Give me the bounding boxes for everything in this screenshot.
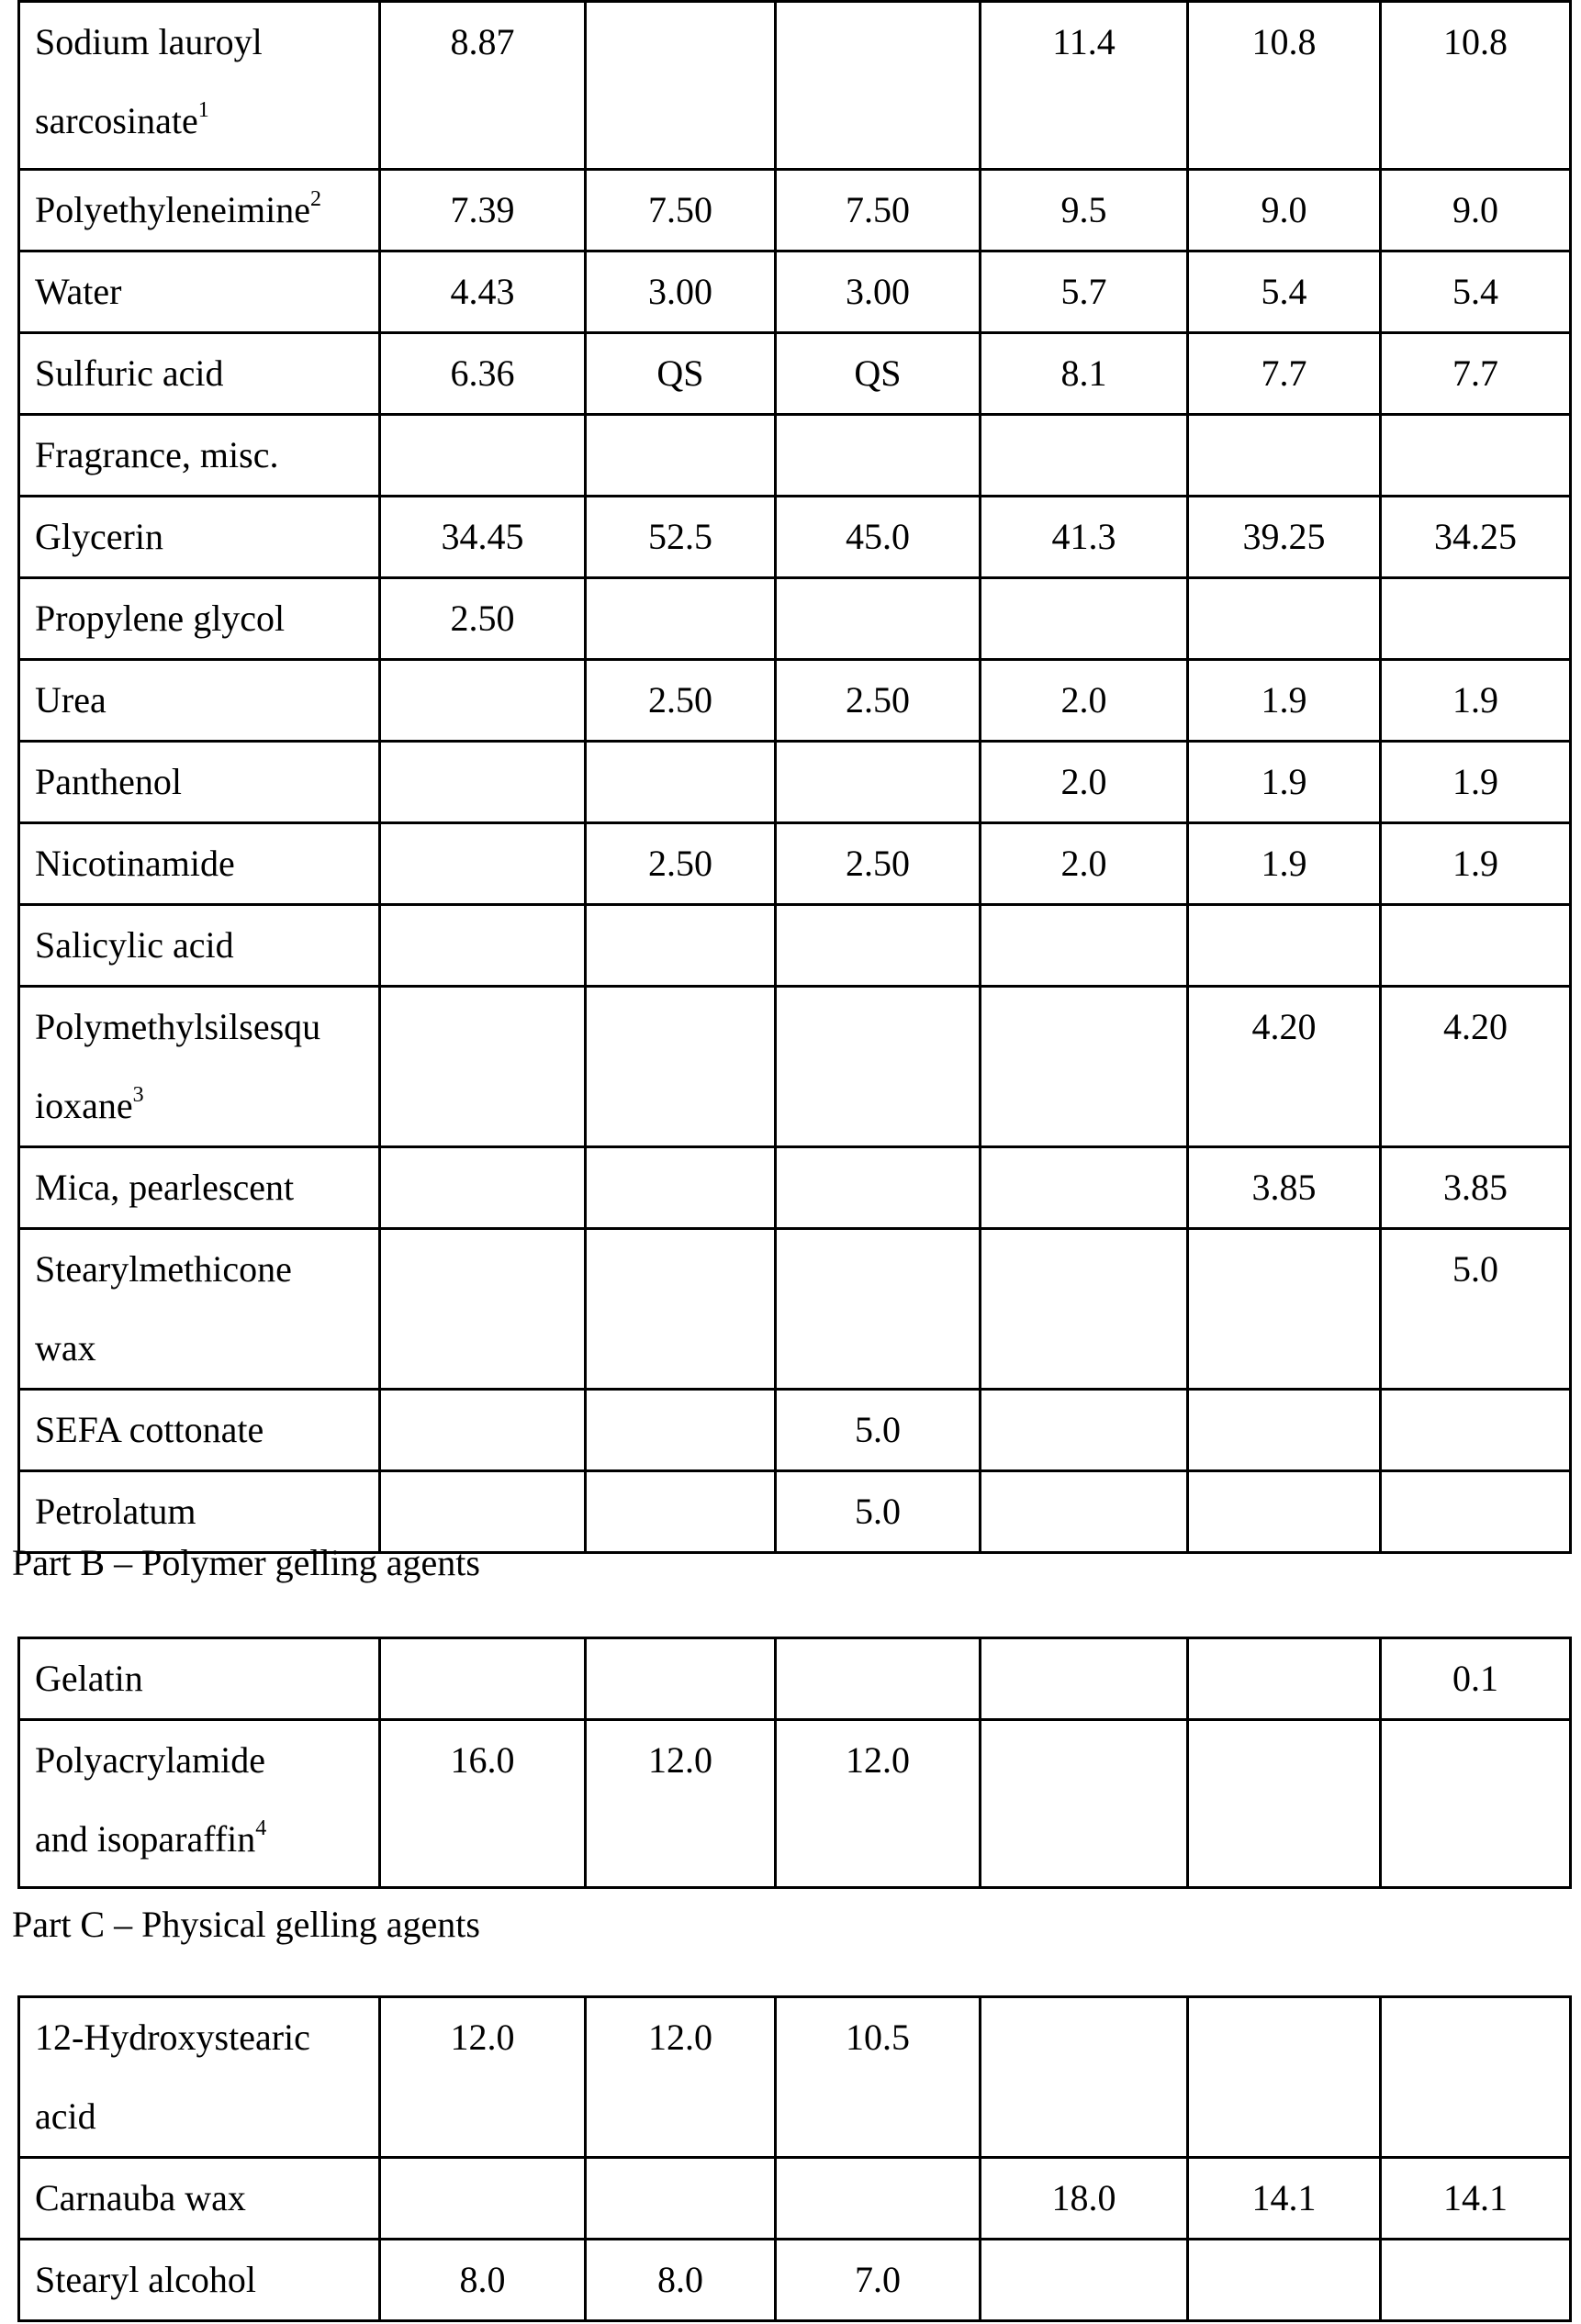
value-cell: 1.9 <box>1188 742 1381 823</box>
table-row <box>19 905 1571 987</box>
value-cell <box>1381 905 1571 987</box>
part-c-table <box>17 1995 1572 2322</box>
value-cell: 5.4 <box>1188 251 1381 333</box>
ingredient-cell <box>19 2 380 170</box>
ingredient-name: Polyacrylamide <box>35 1739 266 1781</box>
value-cell: 1.9 <box>1188 823 1381 905</box>
value-cell <box>586 987 776 1147</box>
value-cell: 2.0 <box>981 823 1188 905</box>
ingredient-cell <box>19 987 380 1147</box>
value-cell <box>380 2158 586 2240</box>
value-cell: 10.8 <box>1188 2 1381 170</box>
table-row <box>19 415 1571 497</box>
value-cell: 2.50 <box>776 823 981 905</box>
value-cell: 5.7 <box>981 251 1188 333</box>
part-b-table <box>17 1637 1572 1889</box>
value-cell: 7.0 <box>776 2240 981 2321</box>
ingredient-name: Polyethyleneimine <box>35 189 310 230</box>
table-row <box>19 660 1571 742</box>
part-a-table <box>17 0 1572 1554</box>
value-cell <box>1381 415 1571 497</box>
ingredient-cell: Carnauba wax <box>19 2158 380 2240</box>
footnote-marker: 3 <box>132 1083 144 1107</box>
value-cell <box>586 1638 776 1720</box>
ingredient-cell: Fragrance, misc. <box>19 415 380 497</box>
value-cell <box>1188 578 1381 660</box>
value-cell: 7.7 <box>1188 333 1381 415</box>
ingredient-cell <box>19 1720 380 1888</box>
value-cell <box>981 1720 1188 1888</box>
value-cell: 9.5 <box>981 170 1188 251</box>
ingredient-name-cont: and isoparaffin <box>35 1818 256 1860</box>
value-cell <box>380 415 586 497</box>
ingredient-cell: Propylene glycol <box>19 578 380 660</box>
value-cell <box>981 1390 1188 1471</box>
table-row <box>19 333 1571 415</box>
value-cell <box>776 1147 981 1229</box>
table-row <box>19 2240 1571 2321</box>
value-cell <box>380 742 586 823</box>
value-cell <box>1188 1229 1381 1390</box>
value-cell: 34.45 <box>380 497 586 578</box>
ingredient-cell: SEFA cottonate <box>19 1390 380 1471</box>
value-cell <box>1188 1471 1381 1553</box>
value-cell <box>981 1471 1188 1553</box>
value-cell <box>380 987 586 1147</box>
value-cell: 1.9 <box>1381 742 1571 823</box>
value-cell: 5.0 <box>776 1471 981 1553</box>
table-row <box>19 987 1571 1147</box>
table-row <box>19 1390 1571 1471</box>
value-cell: 10.5 <box>776 1997 981 2158</box>
value-cell: QS <box>776 333 981 415</box>
ingredient-cell: Gelatin <box>19 1638 380 1720</box>
value-cell: 16.0 <box>380 1720 586 1888</box>
value-cell: 3.00 <box>586 251 776 333</box>
ingredient-name-cont: acid <box>35 2095 96 2137</box>
value-cell: 12.0 <box>586 1720 776 1888</box>
ingredient-name-cont: wax <box>35 1327 96 1369</box>
value-cell <box>981 905 1188 987</box>
value-cell: 7.50 <box>776 170 981 251</box>
ingredient-cell: Sulfuric acid <box>19 333 380 415</box>
value-cell: 52.5 <box>586 497 776 578</box>
value-cell: 0.1 <box>1381 1638 1571 1720</box>
ingredient-cell <box>19 1229 380 1390</box>
value-cell <box>981 987 1188 1147</box>
value-cell <box>776 2 981 170</box>
table-row <box>19 1147 1571 1229</box>
value-cell <box>1381 1390 1571 1471</box>
value-cell: 6.36 <box>380 333 586 415</box>
ingredient-cell: Salicylic acid <box>19 905 380 987</box>
value-cell: 18.0 <box>981 2158 1188 2240</box>
value-cell: 4.20 <box>1188 987 1381 1147</box>
value-cell <box>586 742 776 823</box>
value-cell <box>776 987 981 1147</box>
value-cell: 4.43 <box>380 251 586 333</box>
value-cell: 7.50 <box>586 170 776 251</box>
value-cell <box>586 1147 776 1229</box>
value-cell: 9.0 <box>1188 170 1381 251</box>
value-cell: 1.9 <box>1381 823 1571 905</box>
value-cell <box>1188 1638 1381 1720</box>
value-cell <box>1381 1720 1571 1888</box>
part-b-heading: Part B – Polymer gelling agents <box>12 1542 480 1583</box>
value-cell <box>380 1638 586 1720</box>
value-cell: 3.85 <box>1381 1147 1571 1229</box>
value-cell <box>1188 905 1381 987</box>
value-cell: 14.1 <box>1381 2158 1571 2240</box>
table-row <box>19 251 1571 333</box>
ingredient-cell: Nicotinamide <box>19 823 380 905</box>
table-row <box>19 1638 1571 1720</box>
value-cell: 9.0 <box>1381 170 1571 251</box>
ingredient-name-cont: sarcosinate <box>35 100 198 141</box>
value-cell: 8.87 <box>380 2 586 170</box>
value-cell: 8.0 <box>586 2240 776 2321</box>
value-cell: 34.25 <box>1381 497 1571 578</box>
value-cell: 2.50 <box>586 823 776 905</box>
value-cell <box>586 578 776 660</box>
value-cell <box>776 905 981 987</box>
value-cell <box>776 2158 981 2240</box>
value-cell <box>1381 2240 1571 2321</box>
ingredient-cell: Glycerin <box>19 497 380 578</box>
value-cell: 12.0 <box>380 1997 586 2158</box>
value-cell: 8.1 <box>981 333 1188 415</box>
value-cell <box>380 905 586 987</box>
table-row <box>19 742 1571 823</box>
ingredient-name: Stearylmethicone <box>35 1248 292 1290</box>
value-cell <box>380 660 586 742</box>
value-cell: 11.4 <box>981 2 1188 170</box>
value-cell <box>776 1638 981 1720</box>
value-cell <box>1381 1997 1571 2158</box>
value-cell: 3.00 <box>776 251 981 333</box>
value-cell <box>1381 1471 1571 1553</box>
value-cell <box>380 1229 586 1390</box>
value-cell <box>586 415 776 497</box>
value-cell: 5.4 <box>1381 251 1571 333</box>
value-cell: 1.9 <box>1381 660 1571 742</box>
value-cell <box>1188 1390 1381 1471</box>
footnote-marker: 2 <box>309 187 321 211</box>
value-cell: 5.0 <box>1381 1229 1571 1390</box>
value-cell <box>586 905 776 987</box>
value-cell: 2.50 <box>776 660 981 742</box>
value-cell: 2.0 <box>981 660 1188 742</box>
value-cell <box>981 415 1188 497</box>
value-cell <box>1188 415 1381 497</box>
value-cell: 8.0 <box>380 2240 586 2321</box>
value-cell <box>380 823 586 905</box>
value-cell <box>1188 1997 1381 2158</box>
value-cell: 2.50 <box>380 578 586 660</box>
table-row <box>19 1229 1571 1390</box>
table-row <box>19 497 1571 578</box>
table-row <box>19 578 1571 660</box>
value-cell <box>776 415 981 497</box>
value-cell: 3.85 <box>1188 1147 1381 1229</box>
value-cell: 4.20 <box>1381 987 1571 1147</box>
value-cell: 41.3 <box>981 497 1188 578</box>
table-row <box>19 170 1571 251</box>
value-cell: 39.25 <box>1188 497 1381 578</box>
value-cell <box>776 742 981 823</box>
ingredient-name-cont: ioxane <box>35 1085 133 1126</box>
value-cell <box>586 1229 776 1390</box>
ingredient-name: Polymethylsilsesqu <box>35 1006 321 1047</box>
value-cell: 7.7 <box>1381 333 1571 415</box>
ingredient-cell: Urea <box>19 660 380 742</box>
value-cell <box>1188 1720 1381 1888</box>
value-cell <box>586 1390 776 1471</box>
value-cell <box>981 1638 1188 1720</box>
footnote-marker: 4 <box>255 1816 267 1840</box>
value-cell <box>586 2158 776 2240</box>
value-cell: 1.9 <box>1188 660 1381 742</box>
value-cell <box>981 578 1188 660</box>
value-cell: 2.50 <box>586 660 776 742</box>
value-cell <box>380 1390 586 1471</box>
value-cell: 5.0 <box>776 1390 981 1471</box>
part-c-heading: Part C – Physical gelling agents <box>12 1904 480 1945</box>
value-cell: 12.0 <box>776 1720 981 1888</box>
ingredient-cell <box>19 170 380 251</box>
value-cell: 7.39 <box>380 170 586 251</box>
value-cell <box>1188 2240 1381 2321</box>
value-cell <box>586 2 776 170</box>
value-cell <box>776 578 981 660</box>
ingredient-cell: Petrolatum <box>19 1471 380 1553</box>
value-cell <box>1381 578 1571 660</box>
ingredient-cell: Panthenol <box>19 742 380 823</box>
value-cell: 12.0 <box>586 1997 776 2158</box>
value-cell <box>981 1997 1188 2158</box>
value-cell <box>981 1229 1188 1390</box>
value-cell: 14.1 <box>1188 2158 1381 2240</box>
value-cell <box>380 1147 586 1229</box>
ingredient-cell <box>19 1997 380 2158</box>
value-cell <box>981 2240 1188 2321</box>
table-row <box>19 823 1571 905</box>
value-cell: QS <box>586 333 776 415</box>
value-cell: 10.8 <box>1381 2 1571 170</box>
table-row <box>19 2 1571 170</box>
value-cell <box>586 1471 776 1553</box>
value-cell: 45.0 <box>776 497 981 578</box>
value-cell <box>981 1147 1188 1229</box>
table-row <box>19 1720 1571 1888</box>
footnote-marker: 1 <box>197 98 209 122</box>
ingredient-name: Sodium lauroyl <box>35 21 263 62</box>
table-row <box>19 2158 1571 2240</box>
ingredient-name: 12-Hydroxystearic <box>35 2017 310 2058</box>
ingredient-cell: Mica, pearlescent <box>19 1147 380 1229</box>
ingredient-cell: Water <box>19 251 380 333</box>
ingredient-cell: Stearyl alcohol <box>19 2240 380 2321</box>
table-row <box>19 1997 1571 2158</box>
value-cell <box>776 1229 981 1390</box>
value-cell: 2.0 <box>981 742 1188 823</box>
